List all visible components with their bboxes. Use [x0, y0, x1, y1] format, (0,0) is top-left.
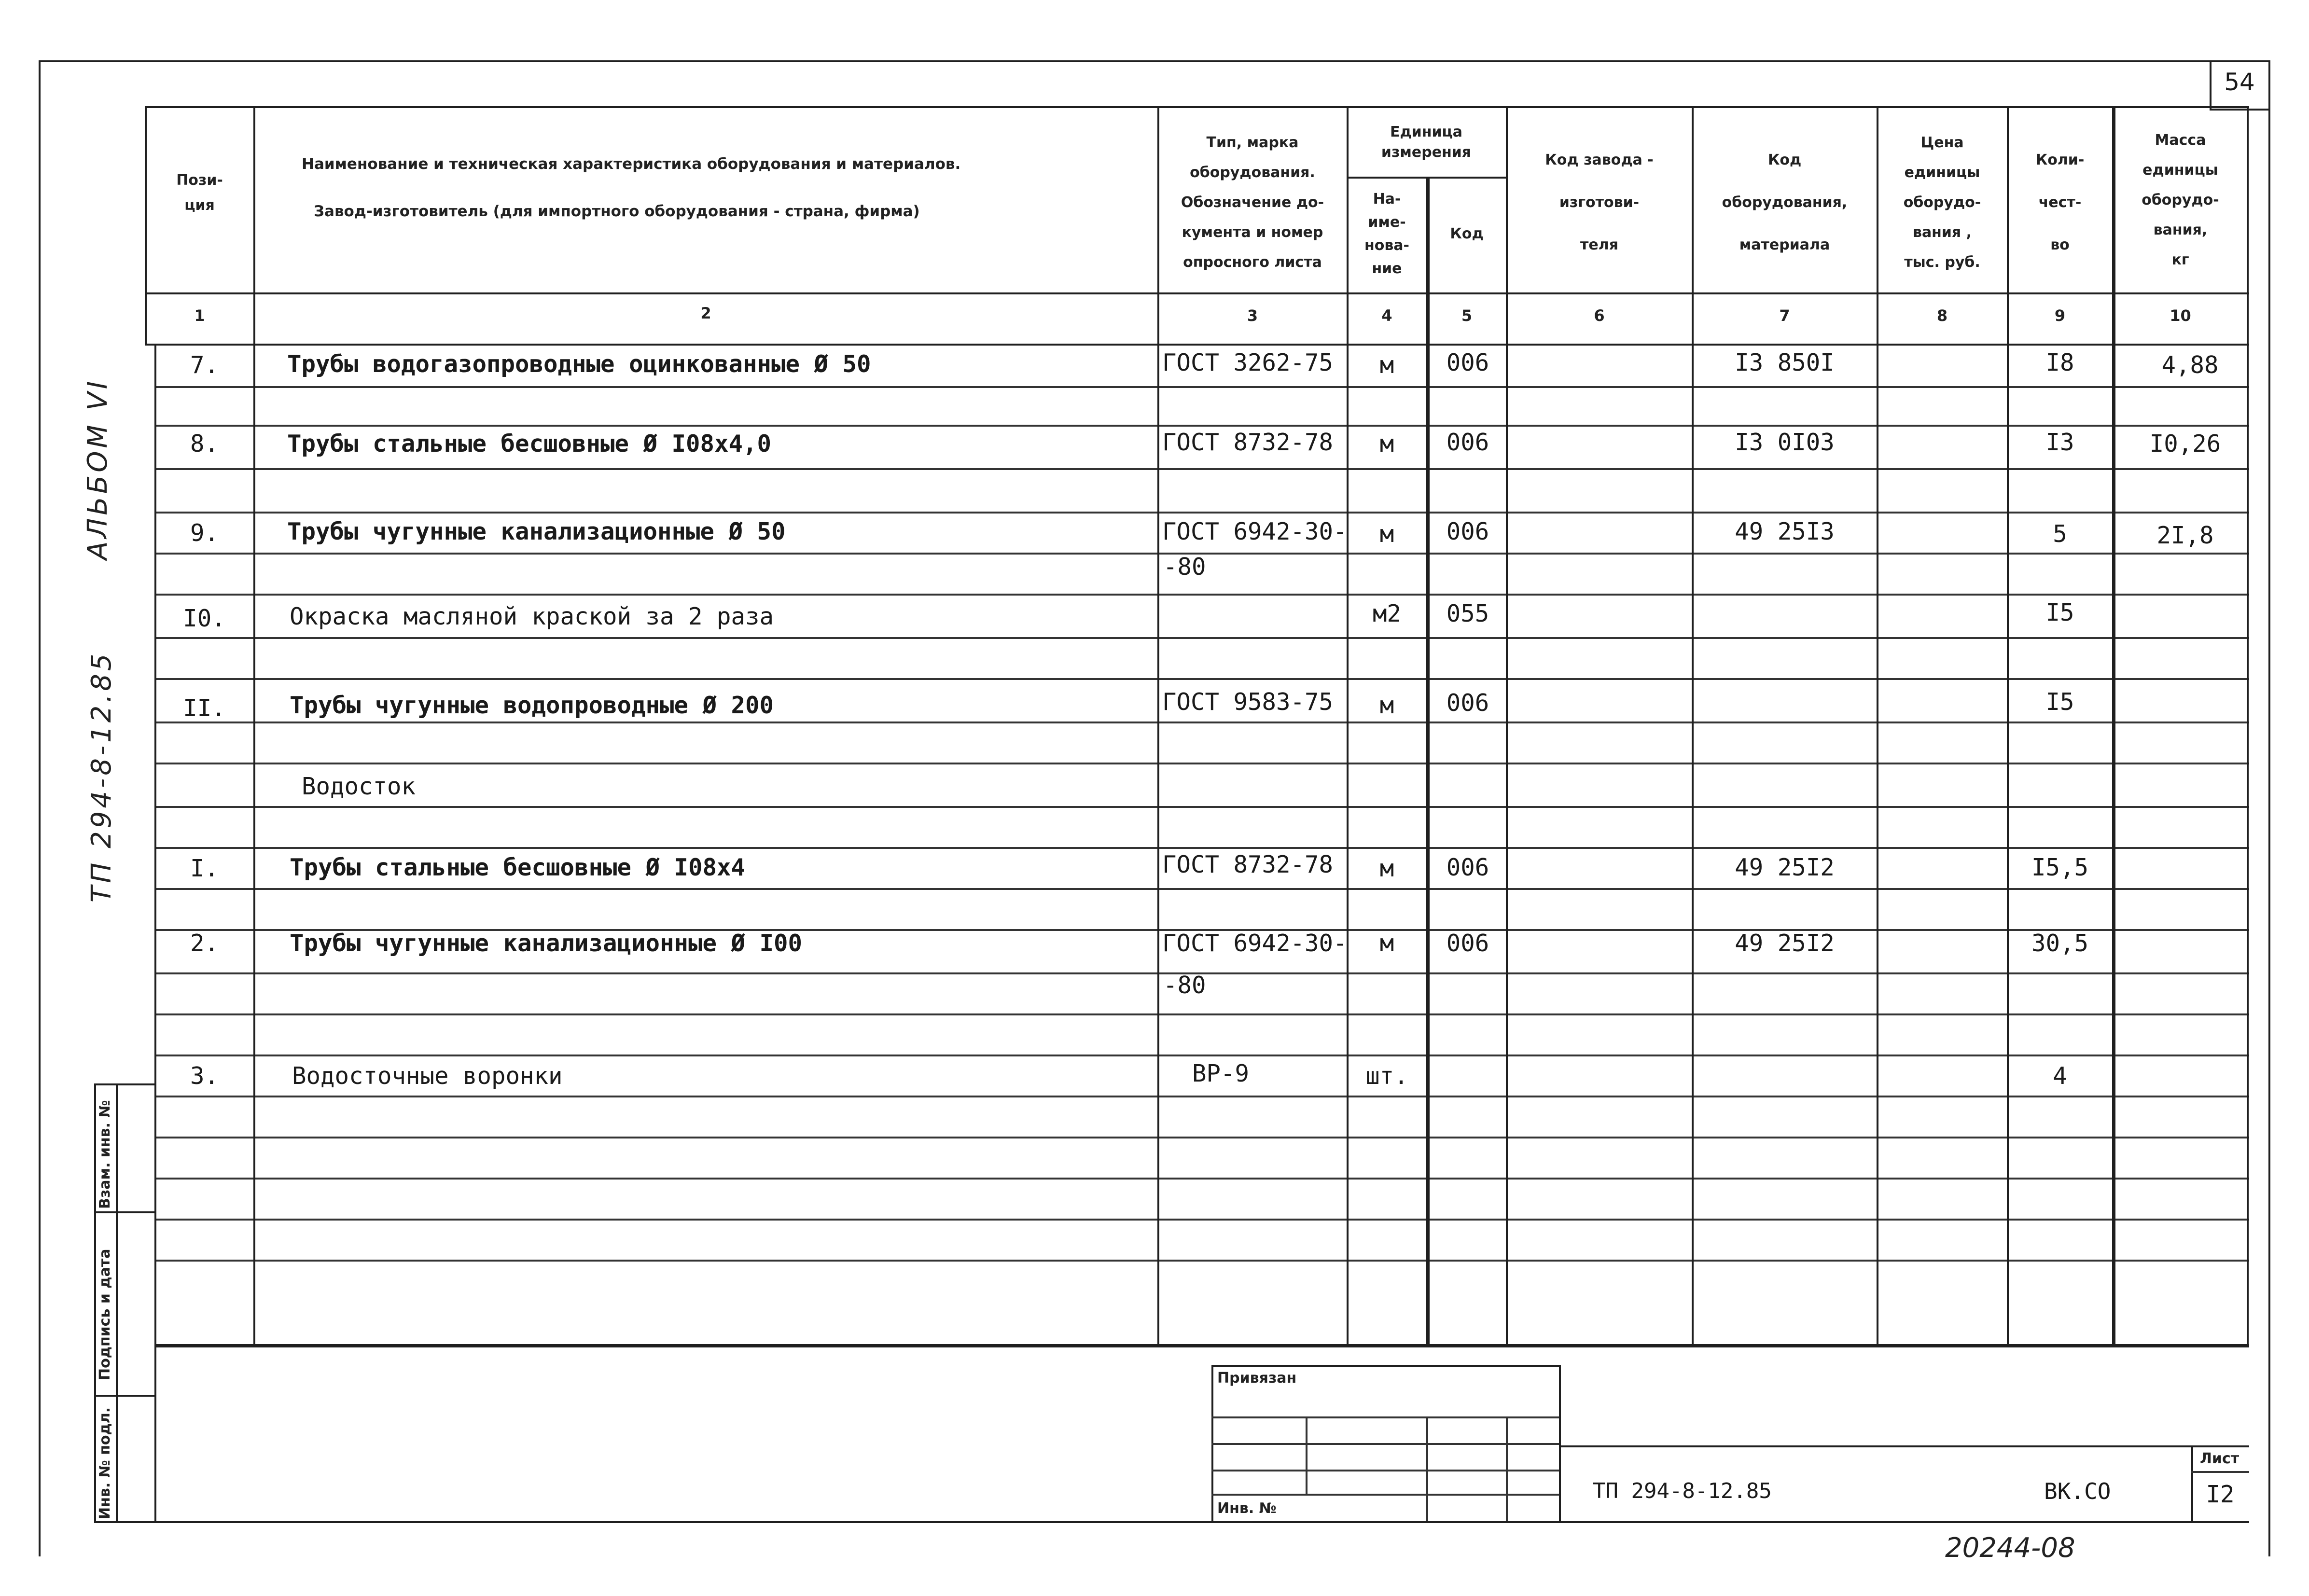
col-line-2	[1157, 106, 1159, 1344]
quantity-cell: I5,5	[2031, 854, 2088, 881]
project-code: ТП 294-8-12.85	[1593, 1479, 1772, 1503]
item-name: Окраска масляной краской за 2 раза	[290, 603, 774, 630]
quantity-cell: I5	[2045, 688, 2074, 716]
quantity-cell: 30,5	[2031, 930, 2088, 957]
row-line	[154, 1096, 2249, 1097]
doc-cell: ГОСТ 8732-78	[1162, 429, 1334, 456]
doc-cell-cont: -80	[1163, 553, 1206, 581]
row-line	[154, 512, 2249, 513]
doc-cell: ГОСТ 9583-75	[1162, 688, 1334, 716]
position-cell: I0.	[183, 605, 226, 632]
row-line	[154, 468, 2249, 470]
unit-cell: м	[1379, 520, 1394, 548]
project-label-vertical: ТП 294-8-12.85	[86, 651, 117, 902]
col-line-7	[1877, 106, 1878, 1344]
list-box-divider	[2191, 1471, 2249, 1473]
row-line	[154, 1260, 2249, 1262]
list-label: Лист	[2200, 1450, 2239, 1467]
code-cell: 055	[1446, 600, 1489, 627]
doc-cell-cont: -80	[1163, 971, 1206, 999]
stamp-col	[1306, 1416, 1308, 1494]
col-line-3	[1347, 106, 1349, 1344]
column-number: 7	[1779, 306, 1790, 325]
col-line-9	[2112, 106, 2115, 1344]
column-number: 3	[1247, 306, 1258, 325]
code-cell: 006	[1446, 689, 1489, 717]
material-code-cell: 49 25I3	[1735, 518, 1835, 545]
item-name: Трубы чугунные водопроводные Ø 200	[290, 692, 774, 719]
mass-cell: 2I,8	[2156, 522, 2214, 549]
colnum-bottom-line	[145, 344, 2249, 346]
stamp-right	[1559, 1365, 1561, 1521]
column-number: 2	[700, 304, 711, 322]
doc-cell: ГОСТ 3262-75	[1162, 349, 1334, 376]
quantity-cell: I8	[2045, 349, 2074, 376]
row-line	[154, 1219, 2249, 1221]
col-line-4	[1426, 177, 1430, 1344]
header-material-code: Код оборудования, материала	[1722, 152, 1848, 253]
column-number: 10	[2170, 306, 2191, 325]
row-line	[154, 425, 2249, 427]
row-line	[154, 637, 2249, 639]
table-bottom-line	[154, 1344, 2249, 1347]
column-number: 9	[2054, 306, 2066, 325]
side-strip-bottom	[94, 1521, 2249, 1523]
header-factory-code: Код завода - изготови- теля	[1545, 152, 1654, 253]
position-cell: I.	[190, 855, 219, 882]
handwritten-number: 20244-08	[1945, 1532, 2075, 1564]
page-number-box-bottom	[2210, 109, 2268, 111]
doc-cell: ГОСТ 6942-30-	[1162, 930, 1348, 957]
header-name-line2: Завод-изготовитель (для импортного оборудования - страна, фирма)	[314, 203, 920, 220]
unit-cell: м	[1379, 351, 1394, 379]
unit-cell: м	[1379, 692, 1394, 719]
side-strip-div2	[94, 1395, 154, 1397]
frame-left-line	[39, 60, 41, 1556]
quantity-cell: I3	[2045, 429, 2074, 456]
doc-cell: ГОСТ 6942-30-	[1162, 518, 1348, 545]
row-line	[154, 1137, 2249, 1138]
mass-cell: I0,26	[2149, 430, 2221, 458]
frame-right-line	[2268, 60, 2270, 1556]
item-name: Трубы стальные бесшовные Ø I08x4,0	[287, 430, 772, 458]
side-strip-top	[94, 1083, 154, 1085]
position-cell: 9.	[190, 519, 219, 547]
column-number: 5	[1461, 306, 1473, 325]
code-cell: 006	[1446, 930, 1489, 957]
header-unit-mass: Масса единицы оборудо- вания, кг	[2142, 132, 2219, 268]
unit-cell: м	[1379, 855, 1394, 882]
quantity-cell: 4	[2053, 1062, 2067, 1090]
stamp-top	[1211, 1365, 1559, 1367]
unit-cell: м	[1379, 930, 1394, 957]
side-strip-left	[94, 1083, 96, 1523]
row-line	[154, 847, 2249, 849]
row-line	[154, 722, 2249, 723]
unit-cell: шт.	[1365, 1062, 1408, 1090]
frame-top-line	[39, 60, 2268, 62]
privyazan-label: Привязан	[1217, 1370, 1297, 1387]
material-code-cell: 49 25I2	[1735, 930, 1835, 957]
code-cell: 006	[1446, 349, 1489, 376]
row-line	[154, 763, 2249, 764]
item-name: Водосточные воронки	[292, 1062, 563, 1090]
header-bottom-line	[145, 292, 2249, 294]
material-code-cell: I3 850I	[1735, 349, 1835, 376]
item-name: Трубы чугунные канализационные Ø 50	[287, 518, 786, 545]
header-unit-code: Код	[1450, 225, 1484, 242]
column-number: 4	[1381, 306, 1392, 325]
header-doc-type: Тип, марка оборудования. Обозначение до- кумента и номер опросного листа	[1181, 134, 1324, 271]
inv-no-label: Инв. №	[1217, 1500, 1277, 1517]
header-name-line1: Наименование и техническая характеристика оборудования и материалов.	[302, 155, 961, 173]
header-quantity: Коли- чест- во	[2035, 152, 2085, 253]
header-position: Пози- ция	[176, 172, 223, 214]
title-block-top	[1559, 1445, 2249, 1447]
header-unit-price: Цена единицы оборудо- вания , тыс. руб.	[1903, 134, 1981, 271]
position-cell: II.	[183, 694, 226, 722]
column-number: 6	[1594, 306, 1605, 325]
item-name: Трубы стальные бесшовные Ø I08x4	[290, 854, 746, 881]
row-line	[154, 888, 2249, 890]
position-cell: 3.	[190, 1062, 219, 1090]
row-line	[154, 1013, 2249, 1015]
quantity-cell: I5	[2045, 599, 2074, 626]
doc-code: ВК.СО	[2044, 1478, 2111, 1504]
row-line	[154, 678, 2249, 680]
header-unit-group: Единица измерения	[1381, 124, 1472, 161]
column-number: 1	[194, 306, 205, 325]
material-code-cell: 49 25I2	[1735, 854, 1835, 881]
item-name: Трубы водогазопроводные оцинкованные Ø 50	[287, 350, 871, 378]
side-strip-div1	[94, 1211, 154, 1213]
section-heading: Водосток	[302, 773, 416, 800]
side-strip-mid	[116, 1083, 118, 1523]
code-cell: 006	[1446, 518, 1489, 545]
header-unit-name: На- име- нова- ние	[1364, 191, 1410, 277]
row-line	[154, 386, 2249, 388]
page-number: 54	[2224, 68, 2255, 96]
col-line-5	[1506, 106, 1508, 1344]
code-cell: 006	[1446, 429, 1489, 456]
position-cell: 8.	[190, 430, 219, 458]
row-line	[154, 1055, 2249, 1056]
row-line	[154, 1178, 2249, 1180]
column-number: 8	[1936, 306, 1948, 325]
unit-cell: м	[1379, 430, 1394, 458]
row-line	[154, 806, 2249, 808]
podpis-data-label: Подпись и дата	[97, 1249, 113, 1380]
doc-cell: ГОСТ 8732-78	[1162, 851, 1334, 878]
mass-cell: 4,88	[2161, 351, 2219, 379]
item-name: Трубы чугунные канализационные Ø I00	[290, 930, 803, 957]
col-line-1	[253, 106, 255, 1344]
position-cell: 2.	[190, 930, 219, 957]
album-label: АЛЬБОМ VI	[82, 378, 113, 560]
code-cell: 006	[1446, 854, 1489, 881]
position-cell: 7.	[190, 351, 219, 379]
inv-podl-label: Инв. № подл.	[97, 1407, 113, 1519]
unit-cell: м2	[1372, 600, 1401, 627]
list-number: I2	[2206, 1481, 2235, 1508]
col-line-10	[2247, 106, 2249, 1344]
stamp-col	[1506, 1416, 1508, 1521]
doc-cell: ВР-9	[1192, 1060, 1250, 1087]
quantity-cell: 5	[2053, 520, 2067, 548]
col-line-6	[1692, 106, 1694, 1344]
stamp-col	[1426, 1416, 1428, 1521]
table-top-line	[145, 106, 2249, 108]
vzam-inv-label: Взам. инв. №	[97, 1100, 113, 1209]
material-code-cell: I3 0I03	[1735, 429, 1835, 456]
row-line	[154, 594, 2249, 596]
col-line-8	[2007, 106, 2009, 1344]
